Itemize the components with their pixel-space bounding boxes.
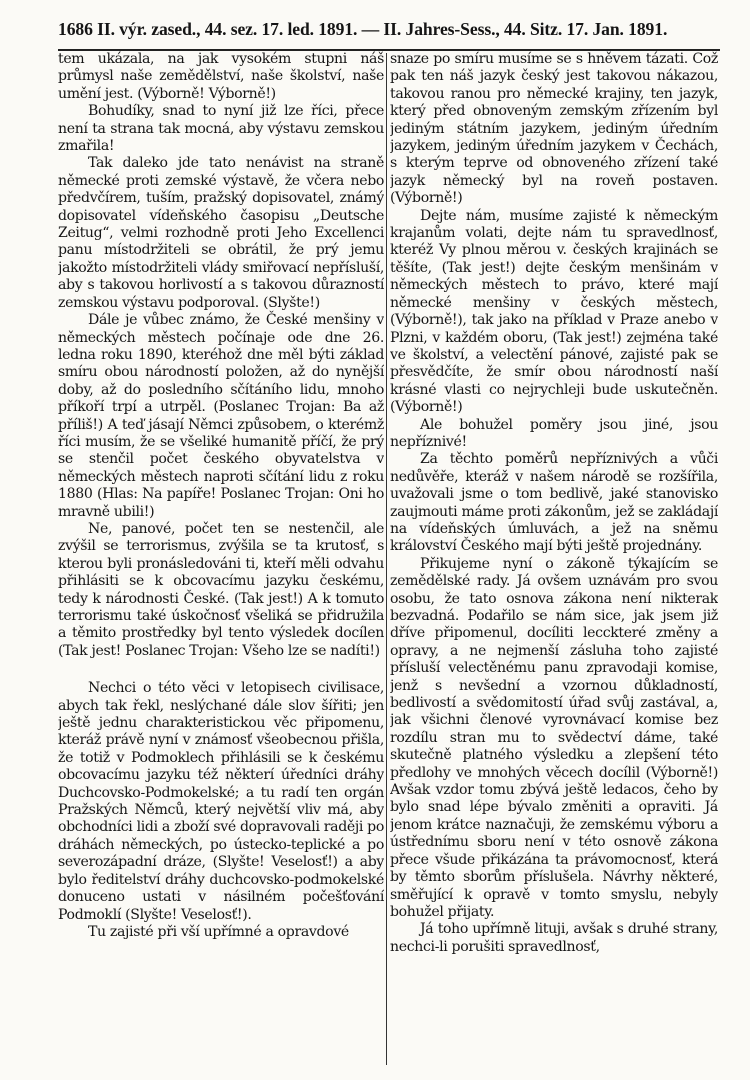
paragraph: Nechci o této věci v letopisech civilisace, abych tak řekl, neslýchané dále slov šířiti; jen ještě jednu charakteristickou věc připomenu, kteráž právě nyní v známosť všeobecnou přišla, že totiž v Podmoklech přihlásili se k českému obcovacímu jazyku též některí úředníci dráhy Duchcovsko-Podmokelské; a tu radí ten orgán Pražských Němců, který největší vliv má, aby obchodníci lidi a zboží své dopravovali raději po dráhách německých, po ústecko-teplické a po severozápadní dráze, (Slyšte! Veselosť!) a aby bylo ředitelství dráhy duchcovsko-podmokelské donuceno ustati v násilném počešťování Podmoklí (Slyšte! Veselosť!).: [58, 680, 384, 923]
paragraph: Dejte nám, musíme zajisté k německým krajanům volati, dejte nám tu spravedlnosť, kteréž Vy plnou měrou v. českých krajinách se těšíte, (Tak jest!) dejte českým menšinám v německých městech to právo, které mají německé menšiny v českých městech, (Výborně!), tak jako na příklad v Praze anebo v Plzni, v každém oboru, (Tak jest!) zejména také ve školství, a velectění pánové, zajisté pak se přesvědčíte, že smír obou národností naší krásné vlasti co nejrychleji bude uskutečněn. (Výborně!): [390, 207, 718, 416]
paragraph: Já toho upřímně lituji, avšak s druhé strany, nechci-li porušiti spravedlnosť,: [390, 921, 718, 955]
paragraph: tem ukázala, na jak vysokém stupni náš průmysl naše zemědělství, naše školství, naše umění jest. (Výborně! Výborně!): [58, 51, 384, 102]
paragraph: Ale bohužel poměry jsou jiné, jsou nepříznivé!: [390, 416, 718, 450]
paragraph: Bohudíky, snad to nyní již lze říci, přece není ta strana tak mocná, aby výstavu zemskou zmařila!: [58, 103, 384, 155]
paragraph: snaze po smíru musíme se s hněvem tázati. Což pak ten náš jazyk český jest takovou nákazou, takovou ranou pro německé krajiny, ten jazyk, který před obnoveným zemským zřízením byl jediným státním jazykem, jediným úředním jazykem, jediným úředním jazykem v Čechách, s kterým teprve od obnoveného zřízení také jazyk německý byl na roveň postaven. (Výborně!): [390, 51, 718, 207]
right-column: [390, 51, 718, 1066]
paragraph: Ne, panové, počet ten se nestenčil, ale zvýšil se terrorismus, zvýšila se ta krutosť, s kterou byli pronásledováni ti, kteří měli odvahu přihlásiti se k obcovacímu jazyku českému, tedy k národnosti České. (Tak jest!) A k tomuto terrorismu také úskočnosť všeliká se přidružila a těmito prostředky byl tento výsledek docílen (Tak jest! Poslanec Trojan: Všeho lze se nadíti!): [58, 520, 384, 659]
left-column: [58, 51, 384, 1066]
paragraph: Za těchto poměrů nepříznivých a vůči nedůvěře, kteráž v našem národě se rozšířila, uvažovali jsme o tom bedlivě, jaké stanovisko zaujmouti máme proti zákonům, jež se zakládají na vídeňských úmluvách, a jež na sněmu království Českého mají býti ještě projednány.: [390, 451, 718, 555]
paragraph: Tu zajisté při vší upřímné a opravdové: [88, 923, 349, 940]
page-header: 1686 II. výr. zased., 44. sez. 17. led. 1891. — II. Jahres-Sess., 44. Sitz. 17. Jan. 1891.: [58, 19, 668, 39]
paragraph: Přikujeme nyní o zákoně týkajícím se zemědělské rady. Já ovšem uznávám pro svou osobu, že tato osnova zákona není nikterak bezvadná. Podařilo se nám sice, jak jsem již dříve připomenul, docíliti lecckteré změny a opravy, a ne nejmenší zásluha toho zajisté přísluší velectěnému panu zpravodaji komise, jenž s nevšední a vzornou důkladností, bedlivostí a svědomitostí úřad svůj zastával, a, jak všichni členové vyrovnávací komise bez rozdílu stran mu to svědectví dáme, také skutečně platného výsledku a zlepšení této předlohy ve mnohých věcech docílil (Výborně!) Avšak vzdor tomu zbývá ještě ledacos, čeho by bylo snad lépe bývalo změniti a opraviti. Já jenom krátce naznačuji, že zemskému výboru a ústřednímu sboru není v této osnově zákona přece všude přikázána ta právomocnosť, která by těmto sborům příslušela. Návrhy některé, směřující k opravě v tomto smyslu, nebyly bohužel přijaty.: [390, 555, 718, 920]
paragraph: Tak daleko jde tato nenávist na straně německé proti zemské výstavě, že včera nebo předvčírem, tuším, pražský dopisovatel, známý dopisovatel vídeňského časopisu „Deutsche Zeitug“, velmi rozhodně proti Jeho Excellenci panu místodržiteli se obrátil, že prý jemu jakožto místodržiteli vlády smiřovací nepřísluší, aby s takovou horlivostí a s takovou důrazností zemskou výstavu podporoval. (Slyšte!): [58, 155, 384, 311]
paragraph: Dále je vůbec známo, že České menšiny v německých městech počínaje ode dne 26. ledna roku 1890, kteréhož dne měl býti základ smíru obou národností položen, až do nynější doby, až do posledního sčítáního lidu, mnoho příkoří trpí a utrpěl. (Poslanec Trojan: Ba až příliš!) A teď jásají Němci způsobem, o kterémž říci musím, že se všeliké humanitě příčí, že prý se stenčil počet českého obyvatelstva v německých městech naproti sčítání lidu z roku 1880 (Hlas: Na papíře! Poslanec Trojan: Oni ho mravně ubili!): [58, 312, 384, 520]
column-divider: [386, 53, 387, 1065]
